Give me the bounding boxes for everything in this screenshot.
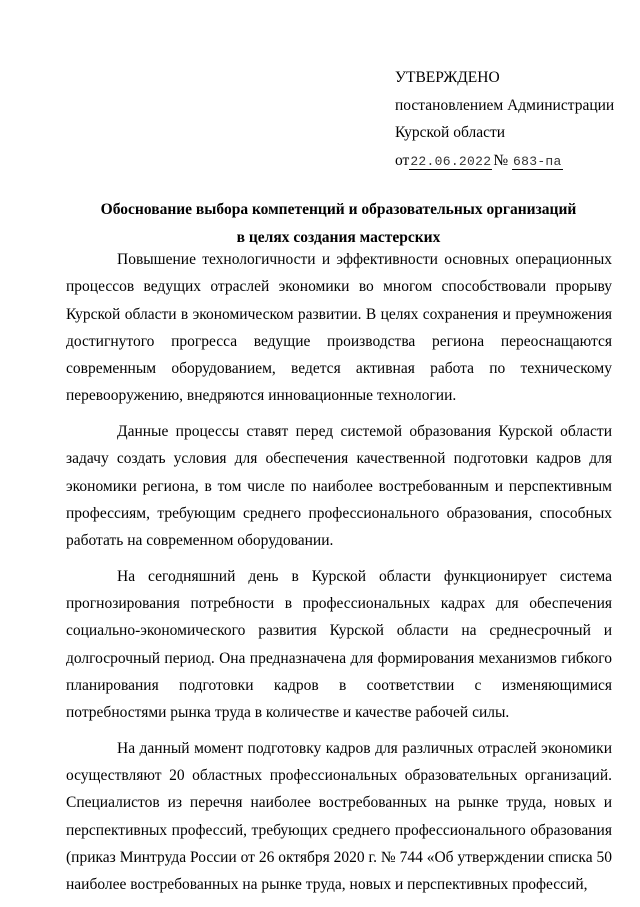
paragraph: На сегодняшний день в Курской области функционирует система прогнозирования потребности в профессиональных кадрах для обеспечения социально-экономического развития Курской области на среднесрочный и долгосрочный период. Она предназначена для формирования механизмов гибкого планирования подготовки кадров в соответствии с изменяющимися потребностями рынка труда в количестве и качестве рабочей силы. [66, 567, 612, 722]
approval-line-decree: постановлением Администрации [395, 96, 615, 114]
document-title-line-1: Обоснование выбора компетенций и образовательных организаций [100, 201, 577, 218]
approval-date-line [395, 147, 635, 176]
document-title-line-2: в целях создания мастерских [236, 229, 441, 246]
approval-line-region: Курской области [395, 124, 506, 141]
decree-date: 22.06.2022 [410, 153, 492, 169]
number-sign: № [493, 151, 509, 169]
date-prefix: от [395, 151, 410, 169]
decree-number: 683-па [513, 153, 562, 169]
paragraph: Данные процессы ставят перед системой образования Курской области задачу создать условия для обеспечения качественной подготовки кадров для экономики региона, в том числе по наиболее востребованным и перспективным профессиям, требующим среднего профессионального образования, способных работать на современном оборудовании. [66, 422, 612, 550]
approval-heading: УТВЕРЖДЕНО [395, 69, 500, 86]
paragraph: Повышение технологичности и эффективности основных операционных процессов ведущих отраслей экономики во многом способствовали прорыву Курской области в экономическом развитии. В целях сохранения и преумножения достигнутого прогресса ведущие производства региона переоснащаются современным оборудованием, ведется активная работа по техническому перевооружению, внедряются инновационные технологии. [66, 251, 612, 405]
approval-stamp-block [395, 64, 635, 175]
paragraph: На данный момент подготовку кадров для различных отраслей экономики осуществляют 20 областных профессиональных образовательных организаций. Специалистов из перечня наиболее востребованных на рынке труда, новых и перспективных профессий, требующих среднего профессионального образования (приказ Минтруда России от 26 октября 2020 г. № 744 «Об утверждении списка 50 наиболее востребованных на рынке труда, новых и перспективных профессий, [66, 739, 612, 894]
document-body [66, 246, 612, 907]
